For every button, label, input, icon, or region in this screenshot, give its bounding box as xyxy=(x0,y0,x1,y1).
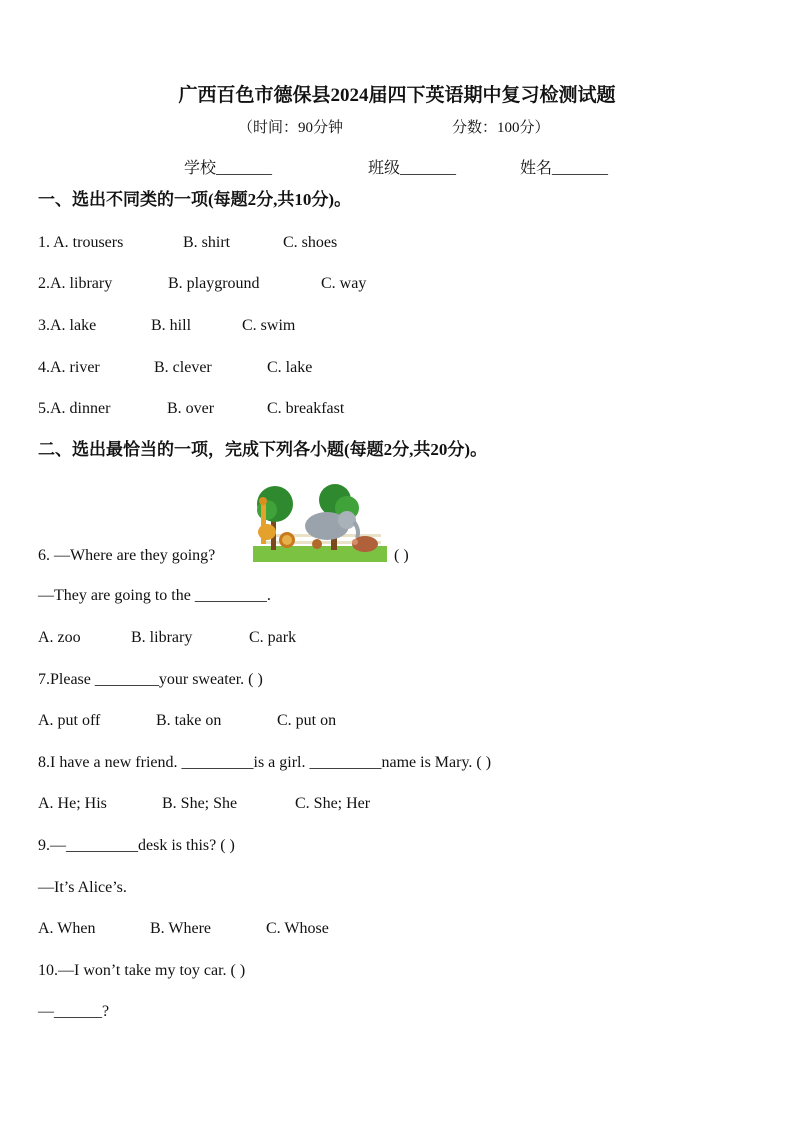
q8-option-c: C. She; Her xyxy=(295,795,371,812)
q3-option-b: B. hill xyxy=(151,317,192,334)
q2-option-c: C. way xyxy=(321,275,367,292)
q3-option-a: 3.A. lake xyxy=(38,317,97,334)
q1-option-b: B. shirt xyxy=(183,234,231,251)
q5-option-b: B. over xyxy=(167,400,215,417)
name-field: 姓名_______ xyxy=(520,160,609,177)
q1-option-c: C. shoes xyxy=(283,234,338,251)
q6-option-b: B. library xyxy=(131,629,193,646)
q5-option-c: C. breakfast xyxy=(267,400,345,417)
q8-option-b: B. She; She xyxy=(162,795,238,812)
q4-option-b: B. clever xyxy=(154,359,212,376)
q7-option-a: A. put off xyxy=(38,712,101,729)
q9-option-a: A. When xyxy=(38,920,96,937)
q6-stem: 6. —Where are they going? xyxy=(38,547,216,564)
section-2-heading: 二、选出最恰当的一项，完成下列各小题(每题2分,共20分)。 xyxy=(38,440,488,459)
q8-stem: 8.I have a new friend. _________is a girl. _________name is Mary. ( ) xyxy=(38,754,492,771)
q9-option-b: B. Where xyxy=(150,920,212,937)
q8-option-a: A. He; His xyxy=(38,795,107,812)
q3-option-c: C. swim xyxy=(242,317,296,334)
q9-stem: 9.—_________desk is this? ( ) xyxy=(38,837,235,854)
q6-answer-line: —They are going to the _________. xyxy=(38,587,271,604)
q6-answer-paren: ( ) xyxy=(394,547,409,564)
q9-reply: —It’s Alice’s. xyxy=(38,879,127,896)
section-1-heading: 一、选出不同类的一项(每题2分,共10分)。 xyxy=(38,190,352,209)
q10-reply: —______? xyxy=(38,1003,110,1020)
q7-option-c: C. put on xyxy=(277,712,337,729)
q2-option-a: 2.A. library xyxy=(38,275,113,292)
school-field: 学校_______ xyxy=(184,160,273,177)
q6-option-a: A. zoo xyxy=(38,629,81,646)
zoo-illustration xyxy=(253,484,387,562)
q9-option-c: C. Whose xyxy=(266,920,329,937)
q1-option-a: 1. A. trousers xyxy=(38,234,124,251)
q2-option-b: B. playground xyxy=(168,275,260,292)
q4-option-c: C. lake xyxy=(267,359,313,376)
q4-option-a: 4.A. river xyxy=(38,359,100,376)
q7-option-b: B. take on xyxy=(156,712,222,729)
q7-stem: 7.Please ________your sweater. ( ) xyxy=(38,671,263,688)
class-field: 班级_______ xyxy=(368,160,457,177)
q5-option-a: 5.A. dinner xyxy=(38,400,111,417)
page-title: 广西百色市德保县2024届四下英语期中复习检测试题 xyxy=(178,85,616,106)
exam-time: （时间：90分钟 xyxy=(238,120,344,136)
q10-stem: 10.—I won’t take my toy car. ( ) xyxy=(38,962,246,979)
exam-score: 分数：100分） xyxy=(452,120,550,136)
q6-option-c: C. park xyxy=(249,629,297,646)
